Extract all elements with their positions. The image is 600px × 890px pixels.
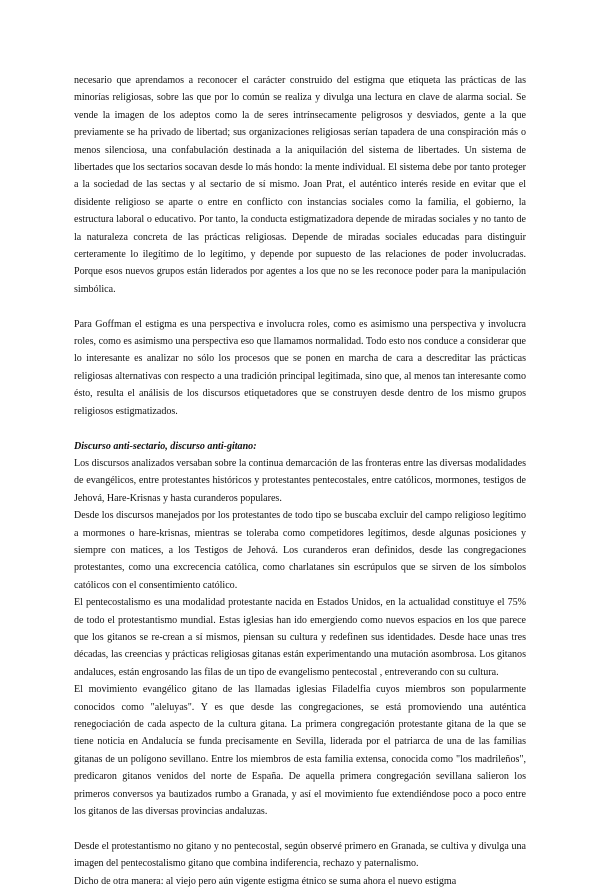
- paragraph-protestantismo-no-gitano: Desde el protestantismo no gitano y no pentecostal, según observé primero en Granada, se cultiva y divulga una imagen del pentecostalismo gitano que combina indiferencia, rechazo y paternalismo.: [74, 840, 526, 870]
- section-heading: Discurso anti-sectario, discurso anti-gitano:: [74, 440, 257, 452]
- paragraph-protestantes: Desde los discursos manejados por los protestantes de todo tipo se buscaba excluir del campo religioso legítimo a mormones o hare-krisnas, mientras se toleraba como competidores legítimos, desde algunas posiciones y siempre con matices, a los Testigos de Jehová. Los curanderos eran definidos, desde las congregaciones protestantes, como una excrecencia católica, como charlatanes sin escrúpulos que se sirven de los símbolos católicos con el consentimiento católico.: [74, 510, 526, 591]
- paragraph-dicho: Dicho de otra manera: al viejo pero aún vigente estigma étnico se suma ahora el nuevo estigma: [74, 875, 457, 887]
- paragraph-movimiento-evangelico: El movimiento evangélico gitano de las llamadas iglesias Filadelfia cuyos miembros son popularmente conocidos como "aleluyas". Y es que desde las congregaciones, se está promoviendo una auténtica renegociación de cada aspecto de la cultura gitana. La primera congregación protestante gitana de la que se tiene noticia en Andalucía se funda precisamente en Sevilla, liderada por el patriarca de una de las familias gitanas de un polígono sevillano. Entre los miembros de esta familia extensa, conocida como "los madrileños", predicaron gitanos venidos del norte de España. De aquella primera congregación sevillana salieron los primeros conversos ya bautizados rumbo a Granada, y así el movimiento fue extendiéndose poco a poco entre los gitanos de las diversas provincias andaluzas.: [74, 684, 526, 818]
- paragraph-pentecostalismo: El pentecostalismo es una modalidad protestante nacida en Estados Unidos, en la actualidad constituye el 75% de todo el protestantismo mundial. Estas iglesias han ido emergiendo como nuevos espacios en los que parece que los gitanos se re-crean a sí mismos, piensan su cultura y redefinen sus identidades. Desde hace unas tres décadas, las creencias y prácticas religiosas gitanas están experimentando una mutación asombrosa. Los gitanos andaluces, están engrosando las filas de un tipo de evangelismo pentecostal , entreverando con su cultura.: [74, 597, 526, 678]
- document-body: [74, 72, 526, 890]
- paragraph-goffman: Para Goffman el estigma es una perspectiva e involucra roles, como es asimismo una perspectiva y involucra roles, como es asimismo una perspectiva eso que llamamos normalidad. Todo esto nos conduce a considerar que lo interesante es analizar no sólo los procesos que se ponen en marcha de cara a descreditar las prácticas religiosas alternativas con respecto a una tradición principal legitimada, sino que, al menos tan interesante como ésto, resulta el análisis de los discursos etiquetadores que se construyen desde dentro de los mismo grupos religiosos estigmatizados.: [74, 318, 526, 417]
- paragraph-gap: [74, 820, 526, 837]
- paragraph-gap: [74, 420, 526, 437]
- paragraph-gap: [74, 298, 526, 315]
- paragraph-stigma-construction: necesario que aprendamos a reconocer el carácter construido del estigma que etiqueta las prácticas de las minorías religiosas, sobre las que por lo común se realiza y divulga una lectura en clave de alarma social. Se vende la imagen de los adeptos como la de seres intrínsecamente peligrosos y desviados, gente a la que previamente se ha privado de libertad; sus organizaciones religiosas serían tapadera de una conspiración más o menos silenciosa, una confabulación destinada a la aniquilación del sistema de libertades. Un sistema de libertades que los sectarios socavan desde lo más hondo: la mente individual. El sistema debe por tanto proteger a la sociedad de las sectas y al sectario de sí mismo. Joan Prat, el auténtico interés reside en evitar que el disidente religioso se aparte o entre en conflicto con instancias sociales como la familia, el gobierno, la estructura laboral o educativo. Por tanto, la conducta estigmatizadora depende de miradas sociales y no tanto de la naturaleza concreta de las prácticas religiosas. Depende de miradas sociales educadas para distinguir certeramente lo ilegítimo de lo legítimo, y depende por supuesto de las relaciones de poder involucradas. Porque esos nuevos grupos están liderados por agentes a los que no se les reconoce poder para la manipulación simbólica.: [74, 75, 526, 295]
- paragraph-discursos: Los discursos analizados versaban sobre la continua demarcación de las fronteras entre las diversas modalidades de evangélicos, entre protestantes históricos y protestantes pentecostales, entre católicos, mormones, testigos de Jehová, Hare-Krisnas y hasta curanderos populares.: [74, 457, 526, 504]
